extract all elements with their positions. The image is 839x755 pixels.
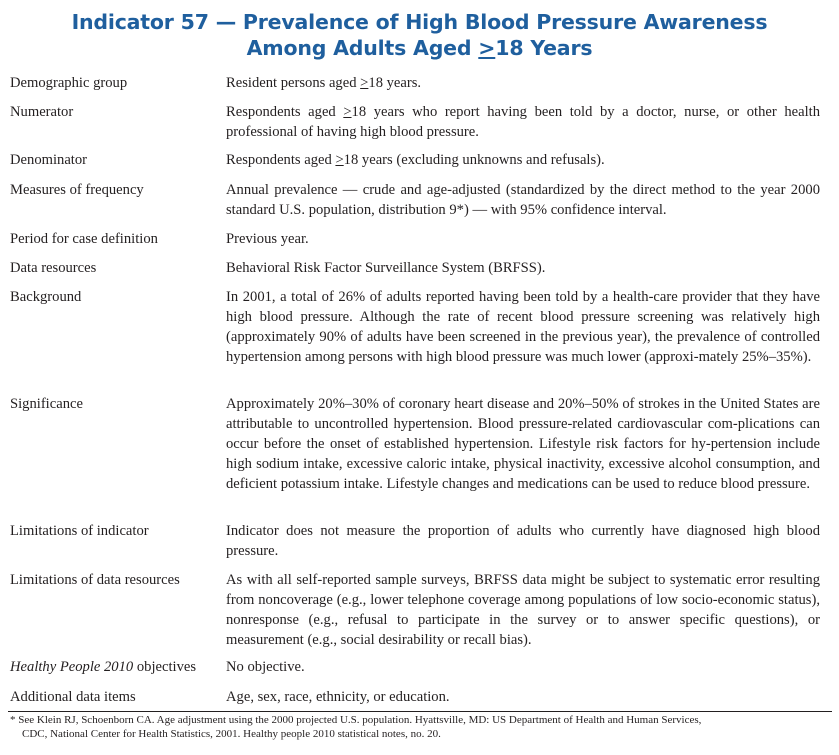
row-label-rest: objectives [133, 659, 197, 675]
footnote-divider [8, 711, 832, 712]
title-ge-symbol: > [478, 36, 496, 60]
ge-symbol: > [343, 104, 352, 120]
row-value [226, 150, 820, 170]
footnote [10, 713, 825, 741]
footnote-line-2: CDC, National Center for Health Statistics, 2001. Healthy people 2010 statistical notes, no. 20. [22, 728, 441, 740]
value-suffix: 18 years. [368, 75, 422, 91]
row-value: As with all self-reported sample surveys, BRFSS data might be subject to systematic error resulting from noncoverage (e.g., lower telephone coverage among populations of low socio-economic status), nonresponse (e.g., refusal to participate in the survey or to answer specific questions), or measurement (e.g., social desirability or recall bias). [226, 572, 820, 648]
row-value: Approximately 20%–30% of coronary heart disease and 20%–50% of strokes in the United States are attributable to uncontrolled hypertension. Blood pressure-related cardiovascular com-plications can occur before the onset of established hypertension. Lifestyle risk factors for hy-pertension include high sodium intake, excessive caloric intake, physical inactivity, excessive alcohol consumption, and deficient potassium intake. Lifestyle changes and medications can be used to reduce blood pressure. [226, 396, 820, 492]
row-label: Numerator [10, 104, 74, 120]
row-label: Limitations of indicator [10, 523, 149, 539]
value-prefix: Respondents aged [226, 152, 336, 168]
row-value: Previous year. [226, 231, 309, 247]
title-line-2 [0, 35, 839, 61]
footnote-line-1: * See Klein RJ, Schoenborn CA. Age adjustment using the 2000 projected U.S. population. Hyattsville, MD: US Department of Health and Human Services, [10, 714, 702, 726]
row-label: Period for case definition [10, 231, 158, 247]
ge-symbol: > [335, 152, 344, 168]
row-value: Annual prevalence — crude and age-adjusted (standardized by the direct method to the year 2000 standard U.S. population, distribution 9*) — with 95% confidence interval. [226, 182, 820, 218]
row-value: Behavioral Risk Factor Surveillance System (BRFSS). [226, 260, 546, 276]
row-value: Age, sex, race, ethnicity, or education. [226, 689, 450, 705]
value-prefix: Resident persons aged [226, 75, 361, 91]
row-label: Significance [10, 396, 83, 412]
row-value: In 2001, a total of 26% of adults reported having been told by a health-care provider that they have high blood pressure. Although the rate of recent blood pressure screening was relatively high (approximately 90% of adults have been screened in the previous year), the prevalence of controlled hypertension among persons with high blood pressure was much lower (approxi-mately 25%–35%). [226, 289, 820, 365]
row-label-italic: Healthy People 2010 [10, 659, 134, 675]
row-value [226, 73, 820, 93]
row-value [226, 102, 820, 142]
row-label: Denominator [10, 152, 88, 168]
row-label [10, 657, 220, 677]
value-prefix: Respondents aged [226, 104, 344, 120]
row-label: Background [10, 289, 82, 305]
title-line-1: Indicator 57 — Prevalence of High Blood Pressure Awareness [71, 10, 768, 34]
value-suffix: 18 years (excluding unknowns and refusals). [343, 152, 605, 168]
value-suffix: 18 years who report having been told by a doctor, nurse, or other health professional of having high blood pressure. [226, 104, 820, 140]
row-value: No objective. [226, 659, 305, 675]
row-label: Additional data items [10, 689, 136, 705]
page-title [0, 9, 839, 61]
row-label: Measures of frequency [10, 182, 144, 198]
row-label: Demographic group [10, 75, 128, 91]
title-line-2-prefix: Among Adults Aged [246, 36, 479, 60]
ge-symbol: > [360, 75, 369, 91]
row-label: Limitations of data resources [10, 572, 180, 588]
title-line-2-suffix: 18 Years [495, 36, 593, 60]
row-value: Indicator does not measure the proportion of adults who currently have diagnosed high blood pressure. [226, 523, 820, 559]
row-label: Data resources [10, 260, 97, 276]
